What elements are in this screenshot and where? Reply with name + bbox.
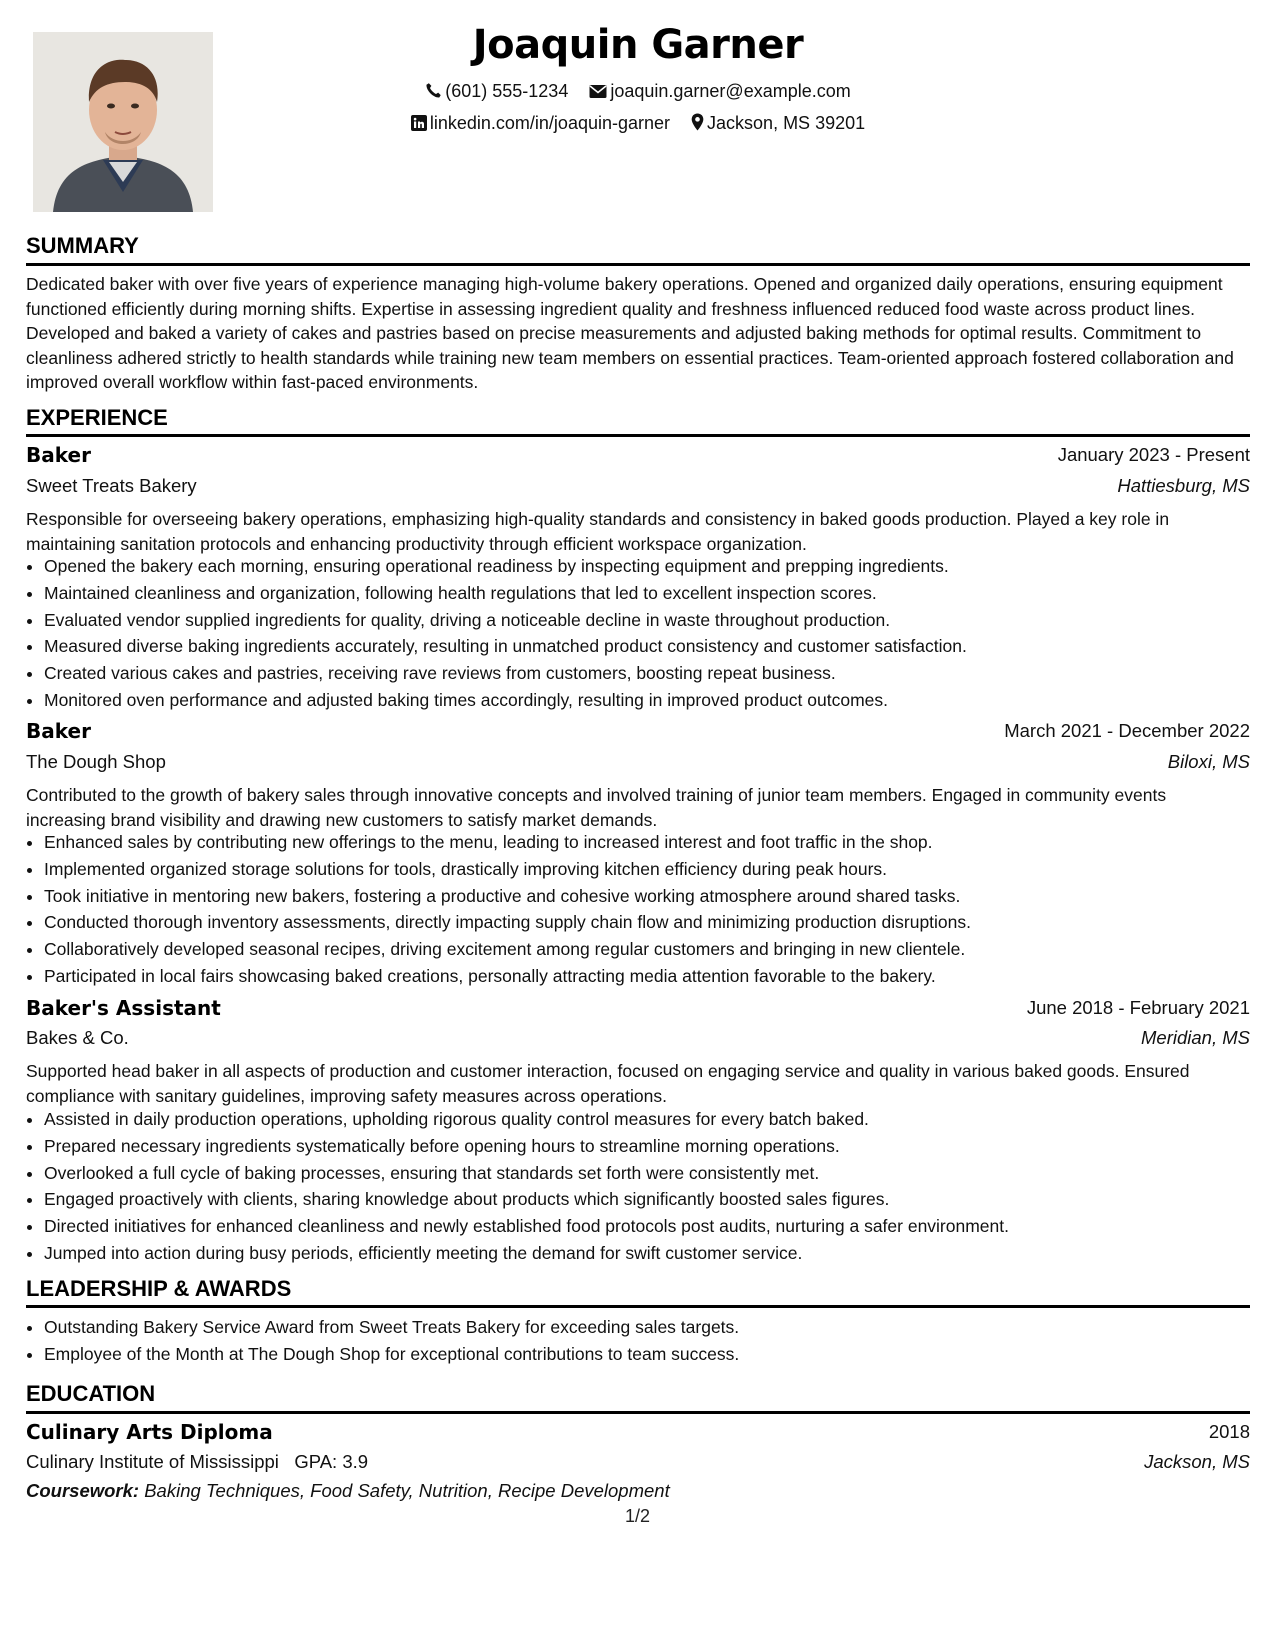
job-location: Hattiesburg, MS <box>1117 475 1250 496</box>
list-item: • Monitored oven performance and adjusted baking times accordingly, resulting in improved product outcomes. <box>44 687 1268 714</box>
email-icon <box>589 84 607 99</box>
job-description: Supported head baker in all aspects of production and customer interaction, focused on engaging service and quality in various baked goods. Ensured compliance with sanitary guidelines, improving safety measures across operations. <box>26 1061 1190 1106</box>
list-item: • Directed initiatives for enhanced cleanliness and newly established food protocols post audits, nurturing a safer environment. <box>44 1213 1268 1240</box>
job-location: Biloxi, MS <box>1167 751 1250 772</box>
resume-page <box>26 0 1250 1650</box>
list-item: • Outstanding Bakery Service Award from Sweet Treats Bakery for exceeding sales targets. <box>44 1314 1268 1341</box>
list-item: • Enhanced sales by contributing new offerings to the menu, leading to increased interest and foot traffic in the shop. <box>44 829 1268 856</box>
summary-heading: SUMMARY <box>26 233 139 258</box>
phone-text: (601) 555-1234 <box>445 81 569 101</box>
education-location: Jackson, MS <box>1144 1451 1250 1472</box>
contact-phone[interactable] <box>425 81 568 102</box>
job-dates: January 2023 - Present <box>1057 444 1250 465</box>
education-degree: Culinary Arts Diploma <box>26 1420 273 1444</box>
experience-heading: EXPERIENCE <box>26 405 168 430</box>
list-item: • Conducted thorough inventory assessments, directly impacting supply chain flow and minimizing production disruptions. <box>44 909 1268 936</box>
email-text: joaquin.garner@example.com <box>610 81 851 101</box>
education-school-line <box>26 1451 368 1473</box>
map-pin-icon <box>691 113 704 131</box>
job-description: Responsible for overseeing bakery operations, emphasizing high-quality standards and consistency in baked goods production. Played a key role in maintaining sanitation protocols and enhancing productivity through efficient workspace organization. <box>26 509 1170 554</box>
list-item: • Implemented organized storage solutions for tools, drastically improving kitchen efficiency during peak hours. <box>44 856 1268 883</box>
contact-linkedin[interactable] <box>411 113 670 134</box>
job-company: The Dough Shop <box>26 751 166 772</box>
list-item: • Overlooked a full cycle of baking processes, ensuring that standards set forth were consistently met. <box>44 1160 1268 1187</box>
job-dates: June 2018 - February 2021 <box>1026 997 1250 1018</box>
job-title: Baker's Assistant <box>26 996 221 1020</box>
list-item: • Took initiative in mentoring new bakers, fostering a productive and cohesive working atmosphere around shared tasks. <box>44 883 1268 910</box>
contact-location <box>691 113 865 134</box>
linkedin-text: linkedin.com/in/joaquin-garner <box>429 113 671 133</box>
job-bullets <box>26 829 1268 990</box>
section-divider <box>26 263 1250 266</box>
education-school: Culinary Institute of Mississippi <box>26 1451 279 1472</box>
list-item: • Employee of the Month at The Dough Shop for exceptional contributions to team success. <box>44 1341 1268 1368</box>
job-description: Contributed to the growth of bakery sales through innovative concepts and involved training of junior team members. Engaged in community events increasing brand visibility and drawing new customers to satisfy market demands. <box>26 785 1167 830</box>
job-title: Baker <box>26 719 91 743</box>
list-item: • Created various cakes and pastries, receiving rave reviews from customers, boosting repeat business. <box>44 660 1268 687</box>
linkedin-icon <box>411 115 427 131</box>
job-company: Bakes & Co. <box>26 1027 129 1048</box>
coursework-label: Coursework: <box>26 1480 140 1501</box>
list-item: • Assisted in daily production operations, upholding rigorous quality control measures for every batch baked. <box>44 1106 1268 1133</box>
awards-heading: LEADERSHIP & AWARDS <box>26 1276 292 1301</box>
summary-text: Dedicated baker with over five years of experience managing high-volume bakery operations. Opened and organized daily operations, ensuring equipment functioned efficiently during morning shifts. Expertise in assessing ingredient quality and freshness influenced reduced food waste across product lines. Developed and baked a variety of cakes and pastries based on precise measurements and adjusted baking methods for optimal results. Commitment to cleanliness adhered strictly to health standards while training new team members on essential practices. Team-oriented approach fostered collaboration and improved overall workflow within fast-paced environments. <box>26 274 1234 392</box>
list-item: • Prepared necessary ingredients systematically before opening hours to streamline morning operations. <box>44 1133 1268 1160</box>
education-year: 2018 <box>1208 1421 1250 1442</box>
contact-row-1 <box>26 81 1250 102</box>
candidate-name: Joaquin Garner <box>472 22 804 68</box>
list-item: • Opened the bakery each morning, ensuring operational readiness by inspecting equipment and prepping ingredients. <box>44 553 1268 580</box>
list-item: • Measured diverse baking ingredients accurately, resulting in unmatched product consistency and customer satisfaction. <box>44 633 1268 660</box>
list-item: • Participated in local fairs showcasing baked creations, personally attracting media attention favorable to the bakery. <box>44 963 1268 990</box>
job-title: Baker <box>26 443 91 467</box>
list-item: • Evaluated vendor supplied ingredients for quality, driving a noticeable decline in waste throughout production. <box>44 607 1268 634</box>
education-gpa: GPA: 3.9 <box>294 1451 369 1472</box>
list-item: • Jumped into action during busy periods, efficiently meeting the demand for swift customer service. <box>44 1240 1268 1267</box>
coursework-text: Baking Techniques, Food Safety, Nutrition, Recipe Development <box>144 1480 670 1501</box>
section-divider <box>26 1305 1250 1308</box>
job-location: Meridian, MS <box>1141 1027 1250 1048</box>
list-item: • Collaboratively developed seasonal recipes, driving excitement among regular customers and bringing in new clientele. <box>44 936 1268 963</box>
section-divider <box>26 1411 1250 1414</box>
contact-email[interactable] <box>589 81 850 102</box>
education-heading: EDUCATION <box>26 1381 156 1406</box>
awards-list <box>26 1314 1268 1368</box>
job-company: Sweet Treats Bakery <box>26 475 197 496</box>
location-text: Jackson, MS 39201 <box>707 113 866 133</box>
job-bullets <box>26 1106 1268 1267</box>
list-item: • Maintained cleanliness and organization, following health regulations that led to excellent inspection scores. <box>44 580 1268 607</box>
coursework-line <box>26 1480 670 1502</box>
job-dates: March 2021 - December 2022 <box>1004 720 1250 741</box>
page-indicator: 1/2 <box>624 1506 651 1526</box>
phone-icon <box>425 82 442 99</box>
contact-row-2 <box>26 113 1250 134</box>
list-item: • Engaged proactively with clients, sharing knowledge about products which significantly boosted sales figures. <box>44 1186 1268 1213</box>
job-bullets <box>26 553 1268 714</box>
section-divider <box>26 434 1250 437</box>
